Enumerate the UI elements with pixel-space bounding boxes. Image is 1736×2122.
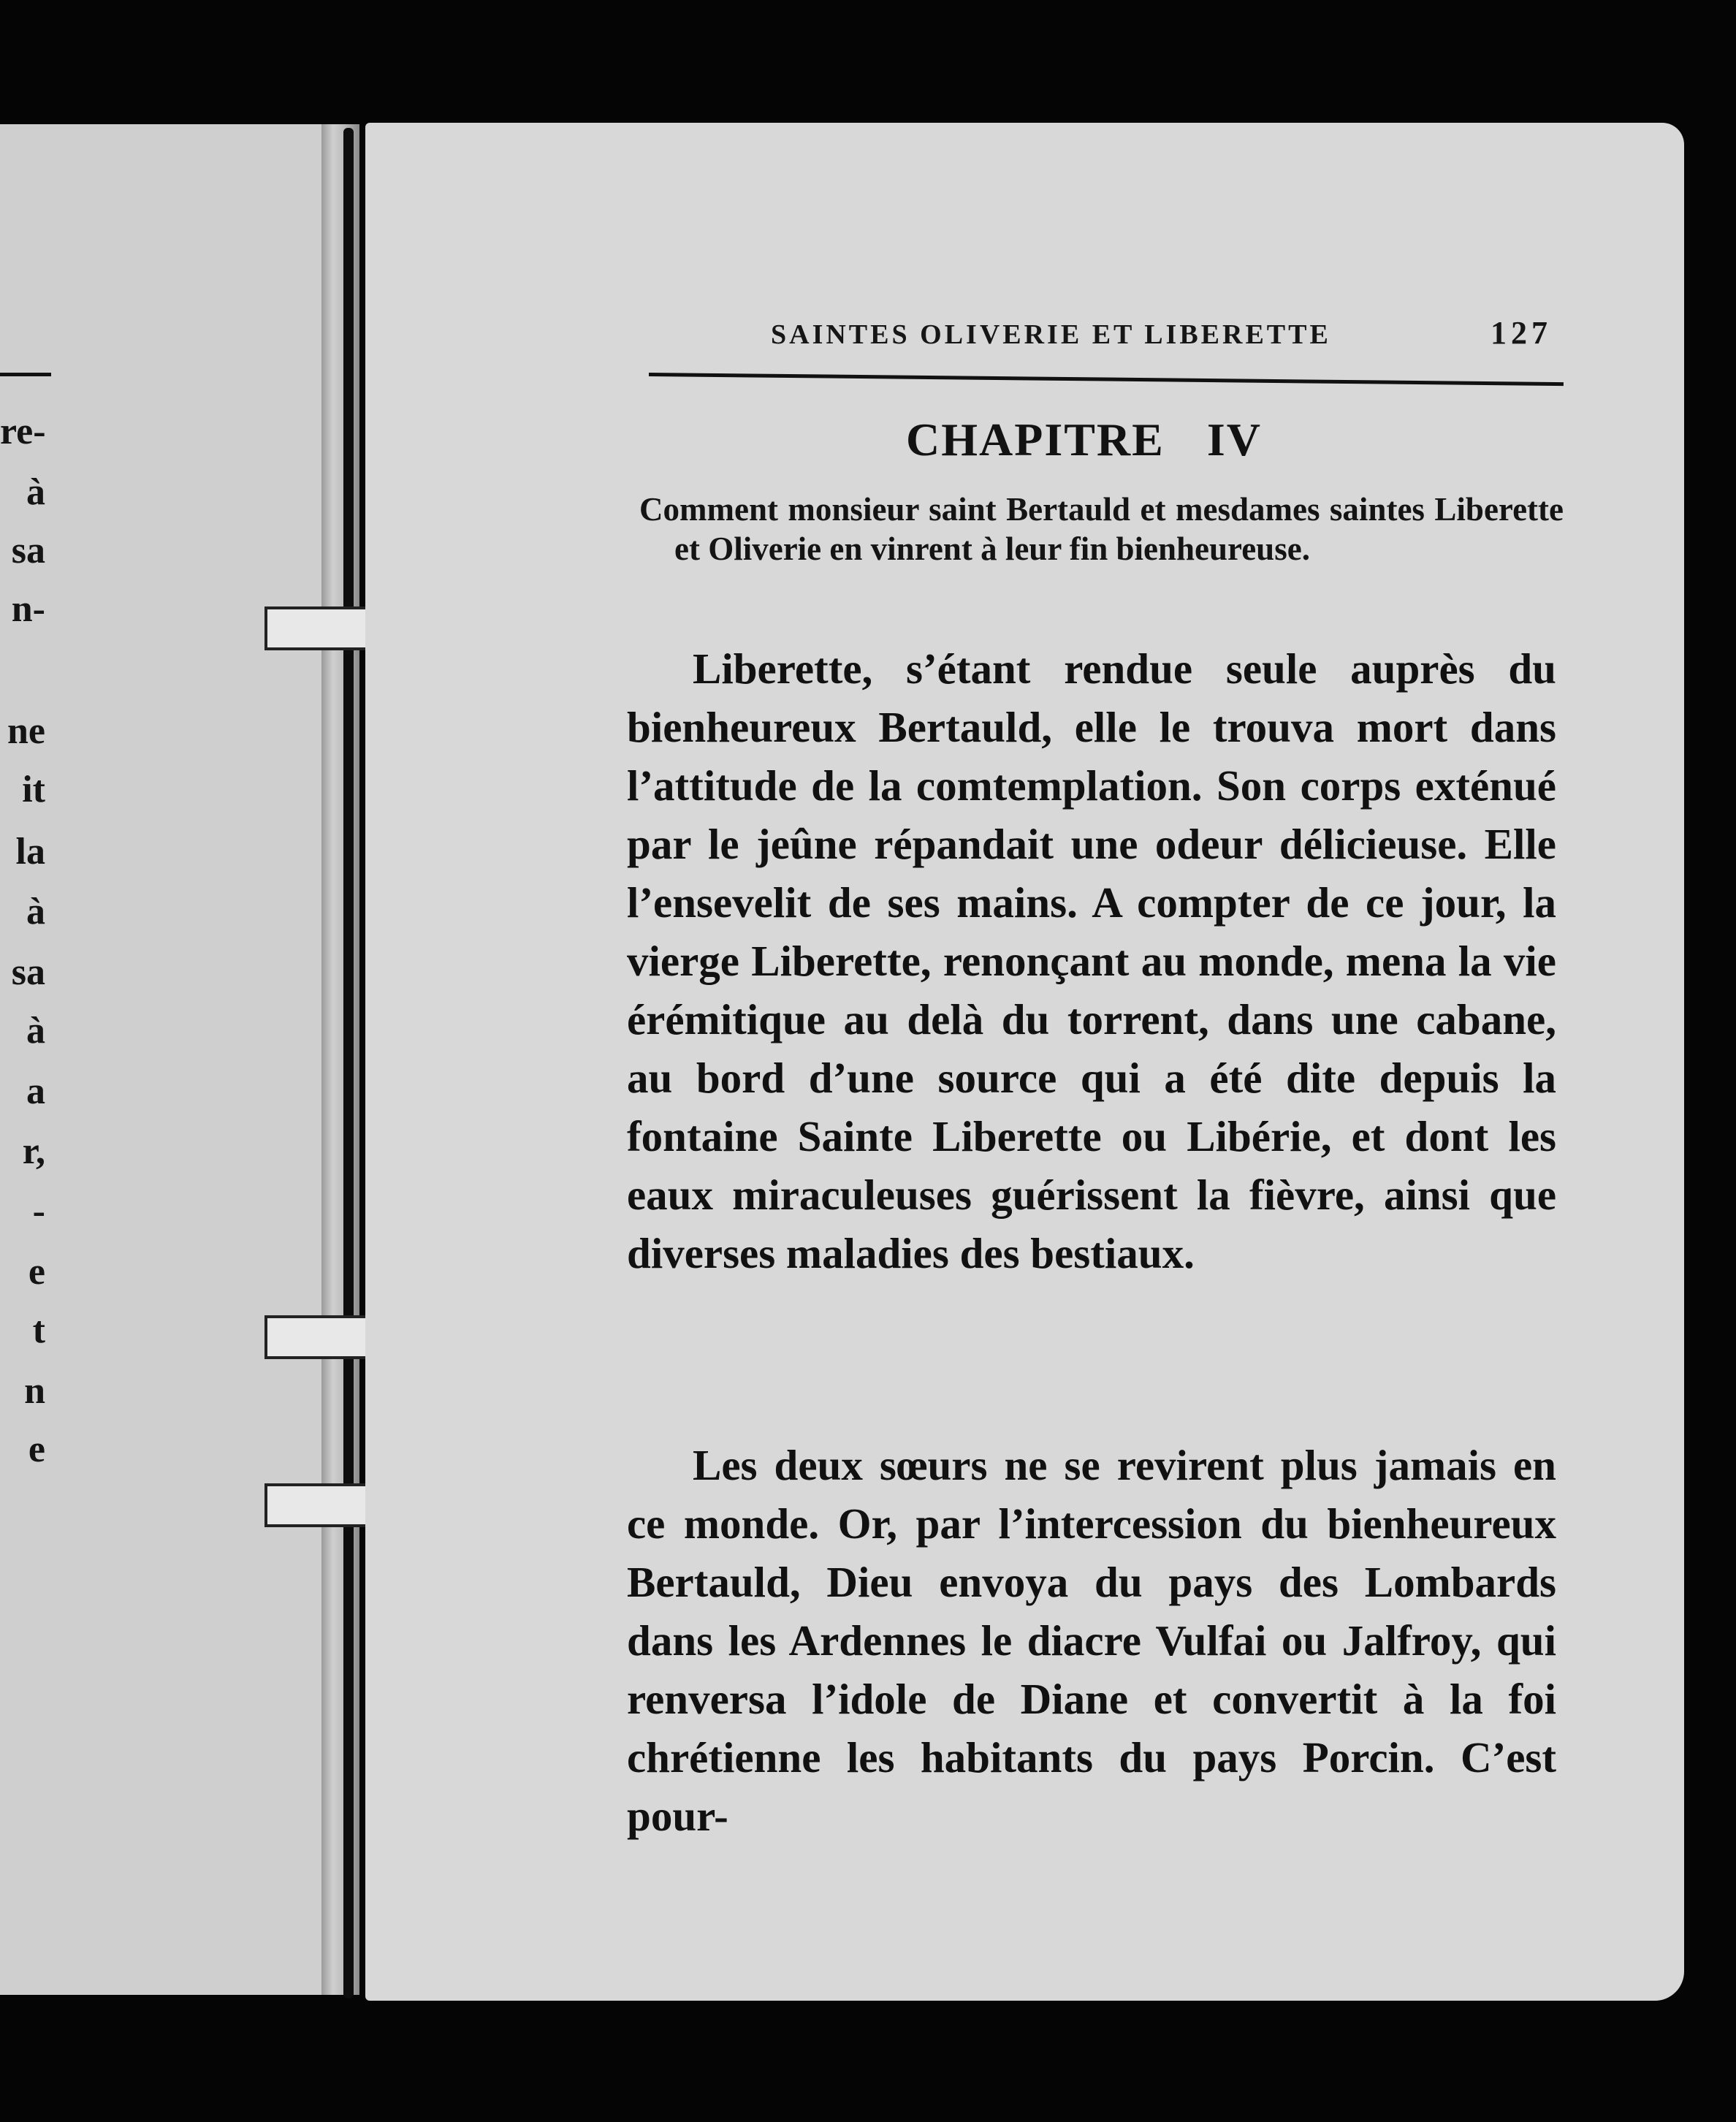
left-fragment: e	[28, 1429, 45, 1470]
binding-stitch	[264, 1315, 373, 1359]
left-fragment: e	[28, 1251, 45, 1293]
chapter-title: CHAPITRE IV	[906, 414, 1262, 465]
left-page	[0, 124, 327, 1995]
spine-gutter-line	[343, 128, 354, 1999]
left-fragment: re-	[0, 411, 46, 452]
left-fragment: à	[26, 471, 45, 513]
left-fragment: la	[15, 831, 45, 872]
page-number: 127	[1491, 315, 1552, 351]
left-fragment: sa	[11, 951, 45, 993]
running-head: SAINTES OLIVERIE ET LIBERETTE	[771, 319, 1331, 350]
left-fragment: à	[26, 891, 45, 932]
body-paragraph: Liberette, s’étant rendue seule auprès du bienheureux Bertauld, elle le trouva mort dans l’attitude de la comtemplation. Son corps exténué par le jeûne répandait une odeur délicieuse. Elle l’ensevelit de ses mains. A compter de ce jour, la vierge Liberette, renonçant au monde, mena la vie érémitique au delà du torrent, dans une cabane, au bord d’une source qui a été dite depuis la fontaine Sainte Liberette ou Libérie, et dont les eaux miraculeuses guérissent la fièvre, ainsi que diverses maladies des bestiaux.	[627, 644, 1556, 1277]
left-page-rule	[0, 373, 51, 376]
left-fragment: sa	[11, 530, 45, 571]
binding-stitch	[264, 1483, 373, 1527]
left-fragment: a	[26, 1070, 45, 1112]
left-fragment: t	[32, 1309, 45, 1351]
book-spine	[321, 124, 359, 1995]
left-fragment: -	[32, 1190, 45, 1232]
binding-stitch	[264, 606, 373, 650]
left-fragment: n	[24, 1370, 45, 1412]
left-fragment: it	[22, 769, 45, 810]
left-fragment: n-	[11, 588, 45, 630]
left-fragment: r,	[22, 1130, 45, 1172]
left-fragment: ne	[7, 710, 45, 752]
chapter-summary: Comment monsieur saint Bertauld et mesdames saintes Liberette et Oliverie en vinrent à leur fin bienheureuse.	[639, 491, 1564, 567]
left-fragment: à	[26, 1010, 45, 1052]
body-paragraph: Les deux sœurs ne se revirent plus jamais en ce monde. Or, par l’intercession du bienheureux Bertauld, Dieu envoya du pays des Lombards dans les Ardennes le diacre Vulfai ou Jalfroy, qui renversa l’idole de Diane et convertit à la foi chrétienne les habitants du pays Porcin. C’est pour-	[627, 1441, 1556, 1840]
